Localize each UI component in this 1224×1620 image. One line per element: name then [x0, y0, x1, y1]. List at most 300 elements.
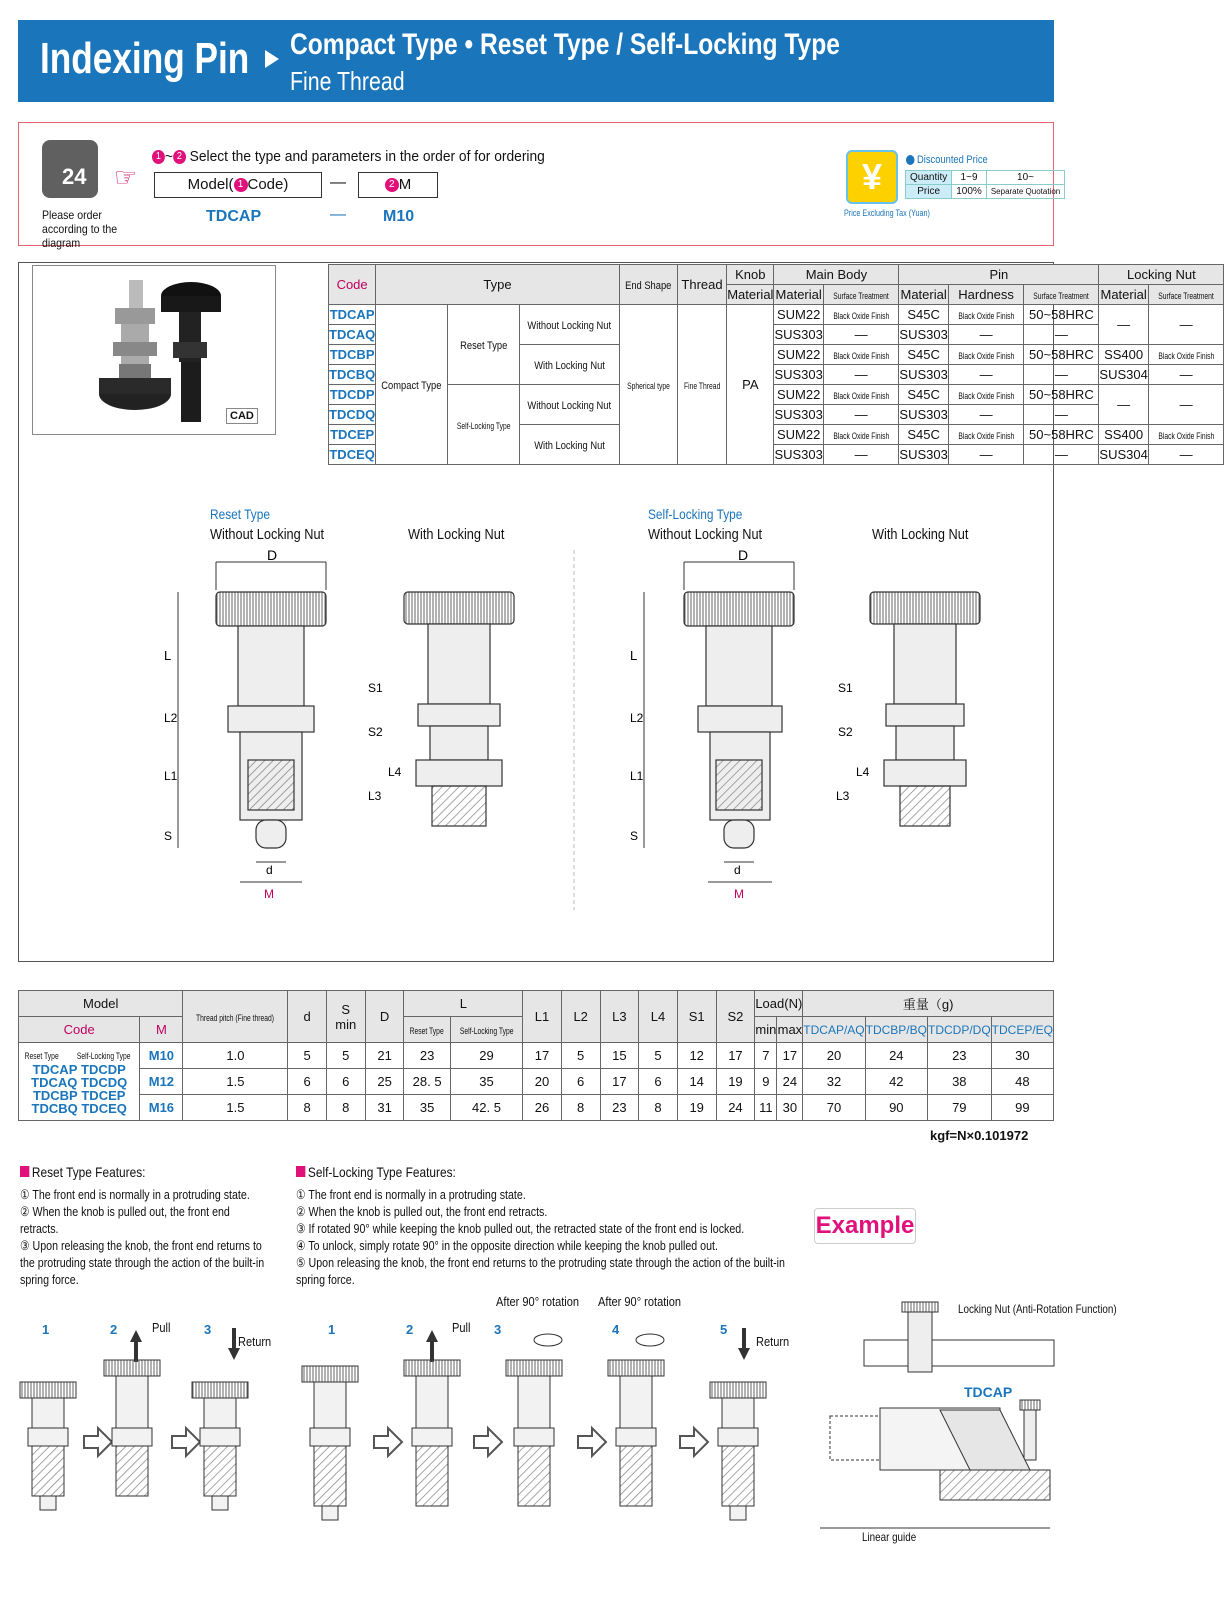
code-reset-label: Reset Type [24, 1051, 59, 1061]
after-rotation-2: After 90° rotation [598, 1294, 682, 1309]
pin-hardness-h: Hardness [948, 285, 1024, 305]
m-label: M [398, 176, 412, 193]
cad-badge[interactable]: CAD [226, 408, 258, 424]
self-cell [447, 385, 519, 465]
h-code: Code [19, 1017, 140, 1043]
Lr-cell: 35 [404, 1095, 450, 1121]
w1-cell: 32 [803, 1069, 865, 1095]
reset-without-drawing [216, 592, 326, 848]
w4-cell: 48 [991, 1069, 1053, 1095]
w1-cell: 70 [803, 1095, 865, 1121]
nm-cell: SUS304 [1099, 445, 1148, 465]
qty-2: 10~ [986, 171, 1064, 185]
code-link[interactable]: TDCAP [32, 1062, 78, 1077]
nut-surface-label: Surface Treatment [1158, 291, 1214, 301]
price-1: 100% [952, 185, 987, 199]
ph-cell: 50~58HRC [1024, 305, 1099, 325]
discount-label: Discounted Price [917, 154, 988, 166]
L3-cell: 23 [600, 1095, 639, 1121]
s-cell: 8 [326, 1095, 365, 1121]
m-cell[interactable]: M16 [140, 1095, 183, 1121]
nm-cell: SS400 [1099, 425, 1148, 445]
price-2: Separate Quotation [986, 185, 1064, 199]
dim-L1-self: L1 [630, 769, 644, 783]
h-d: d [288, 991, 326, 1043]
L4-cell: 8 [639, 1095, 678, 1121]
pm-cell: SUS303 [899, 445, 948, 465]
pm-cell: S45C [899, 425, 948, 445]
dimension-table [18, 990, 1054, 1121]
rotation-arrow-icons [534, 1334, 664, 1346]
page-title: Indexing Pin [40, 34, 250, 83]
reset-label: Reset Type [460, 340, 508, 352]
S1-cell: 14 [677, 1069, 716, 1095]
mbs-cell: — [823, 365, 899, 385]
ps-text: Black Oxide Finish [958, 391, 1015, 401]
reset-step-1: 1 [42, 1322, 50, 1337]
order-instruction [152, 148, 545, 165]
h-S1: S1 [677, 991, 716, 1043]
pointing-hand-icon: ☞ [114, 162, 138, 192]
ns-cell: — [1148, 385, 1224, 425]
bullet-square-icon [296, 1166, 305, 1177]
h-w2: TDCBP/BQ [865, 1017, 927, 1043]
feature-item: ② When the knob is pulled out, the front end retracts. [296, 1204, 548, 1219]
table-row [19, 1043, 1054, 1069]
ns-text: Black Oxide Finish [1158, 431, 1215, 441]
self-step-2: 2 [406, 1322, 414, 1337]
dim-D-self: D [738, 547, 749, 563]
h-w3: TDCDP/DQ [927, 1017, 991, 1043]
reset-features-list [20, 1186, 266, 1288]
w2-cell: 42 [865, 1069, 927, 1095]
tilde: ~ [164, 148, 173, 165]
feature-item: ① The front end is normally in a protruding state. [20, 1187, 250, 1202]
feature-item: ② When the knob is pulled out, the front end retracts. [20, 1204, 230, 1236]
price-label: Price [906, 185, 952, 199]
h-D: D [365, 991, 404, 1043]
dim-D: D [267, 547, 278, 563]
code-link[interactable]: TDCBQ [31, 1101, 78, 1116]
reset-with-title: With Locking Nut [408, 526, 505, 543]
reset-step-2: 2 [110, 1322, 118, 1337]
bullet-square-icon [20, 1166, 29, 1177]
price-note: Price Excluding Tax (Yuan) [844, 208, 930, 218]
code-link[interactable]: TDCEP [81, 1088, 126, 1103]
example-dash: — [330, 206, 346, 223]
h-S2: S2 [716, 991, 755, 1043]
yuan-icon: ¥ [846, 150, 898, 204]
col-end-shape [619, 265, 677, 305]
m-cell[interactable]: M10 [140, 1043, 183, 1069]
table-row [19, 1095, 1054, 1121]
max-cell: 24 [777, 1069, 803, 1095]
discount-title [906, 154, 988, 166]
h-L1: L1 [523, 991, 562, 1043]
self-step-5: 5 [720, 1322, 728, 1337]
Lr-cell: 23 [404, 1043, 450, 1069]
code-self-label: Self-Locking Type [76, 1051, 131, 1061]
ns-cell [1148, 425, 1224, 445]
pin-surface-h [1024, 285, 1099, 305]
compact-cell [376, 305, 448, 465]
self-return-label: Return [756, 1334, 790, 1349]
pm-cell: S45C [899, 305, 948, 325]
end-shape-label: End Shape [625, 280, 672, 292]
without-label: Without Locking Nut [527, 400, 612, 412]
model-label: Model( [187, 176, 234, 193]
w4-cell: 30 [991, 1043, 1053, 1069]
ps-cell: — [948, 405, 1024, 425]
D-cell: 21 [365, 1043, 404, 1069]
dim-L2: L2 [164, 711, 178, 725]
dim-L2-self: L2 [630, 711, 644, 725]
step-1-badge: 1 [152, 150, 165, 164]
h-model: Model [19, 991, 183, 1017]
instruction-text: Select the type and parameters in the order of for ordering [189, 148, 545, 165]
L2-cell: 8 [561, 1095, 600, 1121]
ps-cell: — [948, 325, 1024, 345]
self-pull-label: Pull [452, 1320, 471, 1335]
self-label: Self-Locking Type [456, 421, 511, 431]
self-without-drawing [684, 592, 794, 848]
code-link[interactable]: TDCAQ [31, 1075, 78, 1090]
h-pitch-label: Thread pitch (Fine thread) [196, 1013, 275, 1023]
code-link[interactable]: TDCDQ [81, 1075, 128, 1090]
w2-cell: 90 [865, 1095, 927, 1121]
mbs-cell: — [823, 445, 899, 465]
code-cell[interactable]: TDCEP [329, 425, 376, 445]
feature-item: ① The front end is normally in a protruding state. [296, 1187, 526, 1202]
reset-pull-label: Pull [152, 1320, 171, 1335]
dim-S-self: S [630, 829, 639, 843]
order-note: Please order according to the diagram [42, 208, 118, 250]
m-cell[interactable]: M12 [140, 1069, 183, 1095]
S1-cell: 12 [677, 1043, 716, 1069]
code-cell[interactable]: TDCBP [329, 345, 376, 365]
reset-features-title [20, 1164, 145, 1180]
discount-table [905, 170, 1065, 199]
spec-table [328, 264, 1224, 465]
h-L3: L3 [600, 991, 639, 1043]
pin-material-h: Material [899, 285, 948, 305]
col-locking-nut: Locking Nut [1099, 265, 1224, 285]
linear-guide-label: Linear guide [862, 1530, 917, 1544]
L1-cell: 20 [523, 1069, 562, 1095]
dim-S2-self: S2 [838, 725, 853, 739]
w3-cell: 79 [927, 1095, 991, 1121]
feature-item: ④ To unlock, simply rotate 90° in the opposite direction while keeping the knob pulled out. [296, 1238, 718, 1253]
reset-with-drawing [404, 592, 514, 826]
pm-cell: SUS303 [899, 365, 948, 385]
pm-cell: SUS303 [899, 325, 948, 345]
table-row [329, 305, 1224, 325]
max-cell: 30 [777, 1095, 803, 1121]
compact-label: Compact Type [381, 380, 442, 392]
pm-cell: S45C [899, 345, 948, 365]
mb-cell: SUM22 [774, 305, 823, 325]
h-pitch [183, 991, 288, 1043]
self-step-4: 4 [612, 1322, 620, 1337]
title-arrow-icon [265, 50, 279, 68]
L3-cell: 17 [600, 1069, 639, 1095]
step-2-badge: 2 [173, 150, 186, 164]
pm-cell: S45C [899, 385, 948, 405]
dim-M: M [264, 887, 274, 901]
S2-cell: 17 [716, 1043, 755, 1069]
L2-cell: 5 [561, 1043, 600, 1069]
ns-cell: — [1148, 445, 1224, 465]
self-step-3: 3 [494, 1322, 502, 1337]
pin-surface-label: Surface Treatment [1033, 291, 1090, 301]
self-with-title: With Locking Nut [872, 526, 969, 543]
discount-dot-icon [906, 155, 915, 165]
nut-material-h: Material [1099, 285, 1148, 305]
self-step-1: 1 [328, 1322, 336, 1337]
h-load-max: max [777, 1017, 803, 1043]
example-drawing [820, 1290, 1117, 1616]
with-cell [520, 425, 619, 465]
ps-text: Black Oxide Finish [958, 311, 1015, 321]
h-s [326, 991, 365, 1043]
model-code-box [154, 172, 322, 198]
mbs-text: Black Oxide Finish [833, 311, 890, 321]
h-w1: TDCAP/AQ [803, 1017, 865, 1043]
ps-cell [948, 345, 1024, 365]
ps-cell [948, 305, 1024, 325]
d-cell: 8 [288, 1095, 326, 1121]
h-L4: L4 [639, 991, 678, 1043]
mbs-cell: — [823, 405, 899, 425]
s-cell: 6 [326, 1069, 365, 1095]
dim-d-self: d [734, 863, 741, 877]
col-pin: Pin [899, 265, 1099, 285]
after-rotation-1: After 90° rotation [496, 1294, 580, 1309]
kgf-note: kgf=N×0.101972 [930, 1128, 1029, 1143]
h-weight: 重量（g) [803, 991, 1054, 1017]
L1-cell: 26 [523, 1095, 562, 1121]
h-s-label: S [341, 1001, 351, 1017]
h-self-label: Self-Locking Type [459, 1026, 514, 1036]
dim-L3-self: L3 [836, 789, 850, 803]
L1-cell: 17 [523, 1043, 562, 1069]
pitch-cell: 1.5 [183, 1095, 288, 1121]
D-cell: 31 [365, 1095, 404, 1121]
mb-cell: SUS303 [774, 325, 823, 345]
h-m: M [140, 1017, 183, 1043]
self-with-drawing [870, 592, 980, 826]
min-cell: 9 [755, 1069, 777, 1095]
reset-step-3: 3 [204, 1322, 212, 1337]
dim-S: S [164, 829, 173, 843]
h-s-min: min [335, 1016, 357, 1032]
code-cell[interactable]: TDCDQ [329, 405, 376, 425]
mbs-cell [823, 345, 899, 365]
mbs-cell: — [823, 325, 899, 345]
h-w4: TDCEP/EQ [991, 1017, 1053, 1043]
dim-L-self: L [630, 648, 638, 663]
table-row [329, 385, 1224, 405]
dim-L4-self: L4 [856, 765, 870, 779]
without-cell [520, 385, 619, 425]
col-code: Code [329, 265, 376, 305]
col-main-body: Main Body [774, 265, 899, 285]
example-model: TDCAP [206, 208, 262, 225]
h-self [450, 1017, 522, 1043]
reset-without-title: Without Locking Nut [210, 526, 325, 543]
m-box [358, 172, 438, 198]
mbs-text: Black Oxide Finish [833, 351, 890, 361]
ns-cell: — [1148, 305, 1224, 345]
col-thread: Thread [677, 265, 726, 305]
dim-S1-self: S1 [838, 681, 853, 695]
pm-cell: SUS303 [899, 405, 948, 425]
code-cell[interactable]: TDCAQ [329, 325, 376, 345]
ns-text: Black Oxide Finish [1158, 351, 1215, 361]
mbs-text: Black Oxide Finish [833, 391, 890, 401]
ph-cell: 50~58HRC [1024, 385, 1099, 405]
self-features-label: Self-Locking Type Features: [307, 1164, 456, 1180]
code-cell[interactable]: TDCAP [329, 305, 376, 325]
locking-nut-label: Locking Nut (Anti-Rotation Function) [958, 1302, 1117, 1316]
h-reset-label: Reset Type [410, 1026, 445, 1036]
qty-1: 1~9 [952, 171, 987, 185]
ps-cell [948, 425, 1024, 445]
dim-L: L [164, 648, 172, 663]
nm-cell: — [1099, 305, 1148, 345]
h-L2: L2 [561, 991, 600, 1043]
w4-cell: 99 [991, 1095, 1053, 1121]
ph-cell: 50~58HRC [1024, 345, 1099, 365]
without-cell [520, 305, 619, 345]
order-dash: — [330, 174, 346, 191]
mb-cell: SUM22 [774, 425, 823, 445]
Ls-cell: 29 [450, 1043, 522, 1069]
spherical-label: Spherical type [626, 381, 670, 391]
max-cell: 17 [777, 1043, 803, 1069]
mb-material-h: Material [774, 285, 823, 305]
table-row [19, 1069, 1054, 1095]
operation-steps-drawing [18, 1316, 808, 1616]
reset-features-label: Reset Type Features: [31, 1164, 146, 1180]
example-model-label[interactable]: TDCAP [964, 1384, 1013, 1400]
col-knob: Knob [727, 265, 774, 285]
w3-cell: 38 [927, 1069, 991, 1095]
Lr-cell: 28. 5 [404, 1069, 450, 1095]
mb-surface-h [823, 285, 899, 305]
phone-24-label: 24 [62, 164, 87, 189]
dim-L3: L3 [368, 789, 382, 803]
nm-cell: SS400 [1099, 345, 1148, 365]
mb-cell: SUS303 [774, 365, 823, 385]
code-cell[interactable]: TDCDP [329, 385, 376, 405]
dim-S1: S1 [368, 681, 383, 695]
flow-arrow-icons [84, 1428, 708, 1456]
nm-cell: — [1099, 385, 1148, 425]
mb-cell: SUM22 [774, 345, 823, 365]
ps-cell: — [948, 445, 1024, 465]
ns-cell: — [1148, 365, 1224, 385]
self-diagram-title: Self-Locking Type [648, 506, 743, 522]
dim-M-self: M [734, 887, 744, 901]
mb-cell: SUM22 [774, 385, 823, 405]
pa-cell: PA [727, 305, 774, 465]
L2-cell: 6 [561, 1069, 600, 1095]
d-cell: 6 [288, 1069, 326, 1095]
Ls-cell: 35 [450, 1069, 522, 1095]
dim-L1: L1 [164, 769, 178, 783]
code-cell[interactable]: TDCEQ [329, 445, 376, 465]
self-without-title: Without Locking Nut [648, 526, 763, 543]
pitch-cell: 1.0 [183, 1043, 288, 1069]
feature-item: ③ Upon releasing the knob, the front end returns to the protruding state through the action of the built-in spring force. [20, 1238, 265, 1287]
s-cell: 5 [326, 1043, 365, 1069]
ps-text: Black Oxide Finish [958, 431, 1015, 441]
L3-cell: 15 [600, 1043, 639, 1069]
m-badge: 2 [385, 178, 399, 192]
reset-cell [447, 305, 519, 385]
reset-diagram-title: Reset Type [210, 506, 270, 522]
with-cell [520, 345, 619, 385]
code-cell[interactable]: TDCBQ [329, 365, 376, 385]
w2-cell: 24 [865, 1043, 927, 1069]
w1-cell: 20 [803, 1043, 865, 1069]
min-cell: 11 [755, 1095, 777, 1121]
ps-cell: — [948, 365, 1024, 385]
page-subtitle-thread: Fine Thread [290, 66, 405, 96]
nut-surface-h [1148, 285, 1224, 305]
technical-drawings [18, 540, 1054, 920]
mbs-cell [823, 385, 899, 405]
ns-cell [1148, 345, 1224, 365]
L4-cell: 6 [639, 1069, 678, 1095]
code-label: Code) [247, 176, 289, 193]
page-subtitle: Compact Type • Reset Type / Self-Locking Type [290, 28, 840, 61]
feature-item: ③ If rotated 90° while keeping the knob pulled out, the retracted state of the front end is locked. [296, 1221, 745, 1236]
reset-return-label: Return [238, 1334, 272, 1349]
ph-cell: — [1024, 405, 1099, 425]
code-link[interactable]: TDCEQ [81, 1101, 127, 1116]
mb-cell: SUS303 [774, 445, 823, 465]
ph-cell: — [1024, 325, 1099, 345]
dim-S2: S2 [368, 725, 383, 739]
example-m: M10 [383, 208, 415, 225]
mbs-cell [823, 425, 899, 445]
spherical-cell [619, 305, 677, 465]
Ls-cell: 42. 5 [450, 1095, 522, 1121]
d-cell: 5 [288, 1043, 326, 1069]
S2-cell: 19 [716, 1069, 755, 1095]
code-link[interactable]: TDCBP [32, 1088, 78, 1103]
self-features-title [296, 1164, 456, 1180]
feature-item: ⑤ Upon releasing the knob, the front end returns to the protruding state through the action of the built-in spring force. [296, 1255, 785, 1287]
ph-cell: — [1024, 365, 1099, 385]
knob-material-h: Material [727, 285, 774, 305]
without-label: Without Locking Nut [527, 320, 612, 332]
code-link[interactable]: TDCDP [81, 1062, 126, 1077]
code-badge: 1 [234, 178, 248, 192]
S1-cell: 19 [677, 1095, 716, 1121]
h-load: Load(N) [755, 991, 803, 1017]
with-label: With Locking Nut [534, 360, 605, 372]
col-type: Type [376, 265, 620, 305]
codes-cell [19, 1043, 140, 1121]
ps-cell [948, 385, 1024, 405]
mb-cell: SUS303 [774, 405, 823, 425]
h-L: L [404, 991, 523, 1017]
fine-cell [677, 305, 726, 465]
ph-cell: — [1024, 445, 1099, 465]
